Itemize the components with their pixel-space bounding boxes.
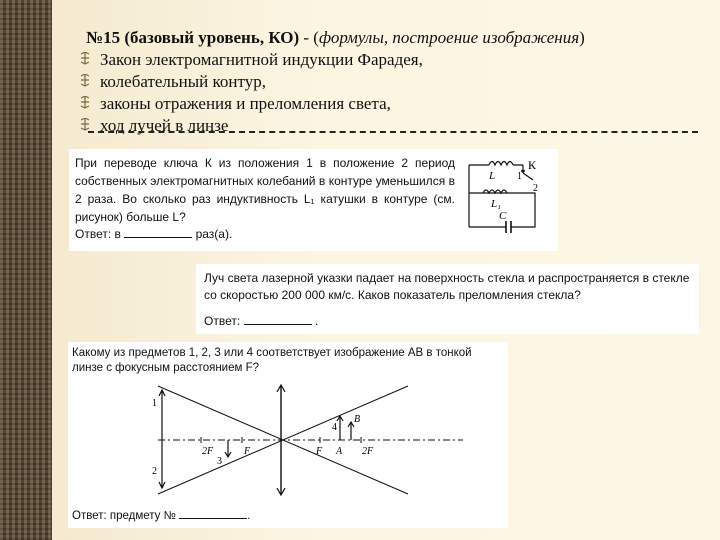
coil-L-icon [489,162,513,166]
label-pos1: 1 [517,171,522,182]
label-L1: L₁ [491,198,501,210]
bullet-text: ход лучей в линзе [100,116,229,135]
problem-3-panel [68,342,508,528]
answer-blank [179,508,247,519]
answer-blank [244,314,312,325]
dashed-divider [88,131,698,133]
label-F-left: F [244,446,251,457]
label-2: 2 [152,466,157,477]
object-3-arrow [225,440,231,457]
object-2-arrow [159,440,165,488]
label-4: 4 [332,422,337,433]
answer-suffix: . [314,314,319,328]
label-pos2: 2 [533,183,538,194]
bullet-icon [80,96,90,109]
label-C: C [499,210,507,222]
answer-suffix: . [247,510,251,522]
decorative-sidebar [0,0,52,540]
problem-3-text: Какому из предметов 1, 2, 3 или 4 соответствует изображение AB в тонкой линзе с фокусным расстоянием F? [72,347,472,374]
slide-heading [86,28,585,48]
circuit-diagram [461,153,553,247]
bullet-text: законы отражения и преломления света, [100,94,391,113]
bullet-icon [80,52,90,65]
label-1: 1 [152,398,157,409]
label-F-right: F [316,446,323,457]
capacitor-icon [506,221,511,233]
problem-2-text: Луч света лазерной указки падает на поверхность стекла и распространяется в стекле со скоростью 200 000 км/с. Каков показатель преломления стекла? [204,271,690,302]
problem-1-text: При переводе ключа К из положения 1 в положение 2 период собственных электромагнитных колебаний в контуре уменьшился в 2 раза. Во сколько раз индуктивность L₁ катушки в контуре (см. рисунок) больше L? [75,156,455,224]
bullet-text: Закон электромагнитной индукции Фарадея, [100,50,423,69]
label-A: A [336,446,343,457]
answer-suffix: раз(а). [195,227,233,241]
answer-prefix: Ответ: [204,314,241,328]
switch-icon [523,173,533,180]
bullet-text: колебательный контур, [100,72,266,91]
problem-2-panel [196,264,699,334]
label-2F-left: 2F [202,446,214,457]
list-item [78,50,423,72]
problem-1-answer [75,227,232,241]
topic-list [78,50,423,138]
object-1-arrow [159,390,165,440]
label-K: К [528,158,537,172]
heading-topic: формулы, построение изображения [318,28,580,47]
label-3: 3 [217,456,222,467]
label-2F-right: 2F [362,446,374,457]
problem-1-panel [69,149,558,251]
heading-separator: - ( [299,28,319,47]
list-item [78,94,423,116]
heading-close: ) [579,28,585,47]
bullet-icon [80,118,90,131]
problem-2-answer [204,314,318,328]
label-B: B [354,414,361,425]
heading-number: №15 (базовый уровень, КО) [86,28,300,47]
problem-3-answer [72,508,250,522]
object-4-arrow [337,416,343,440]
answer-blank [124,227,192,238]
lens-diagram [148,382,468,500]
answer-prefix: Ответ: в [75,227,121,241]
bullet-icon [80,74,90,87]
label-L: L [489,170,496,182]
answer-prefix: Ответ: предмету № [72,510,176,522]
list-item [78,72,423,94]
list-item [78,116,423,138]
